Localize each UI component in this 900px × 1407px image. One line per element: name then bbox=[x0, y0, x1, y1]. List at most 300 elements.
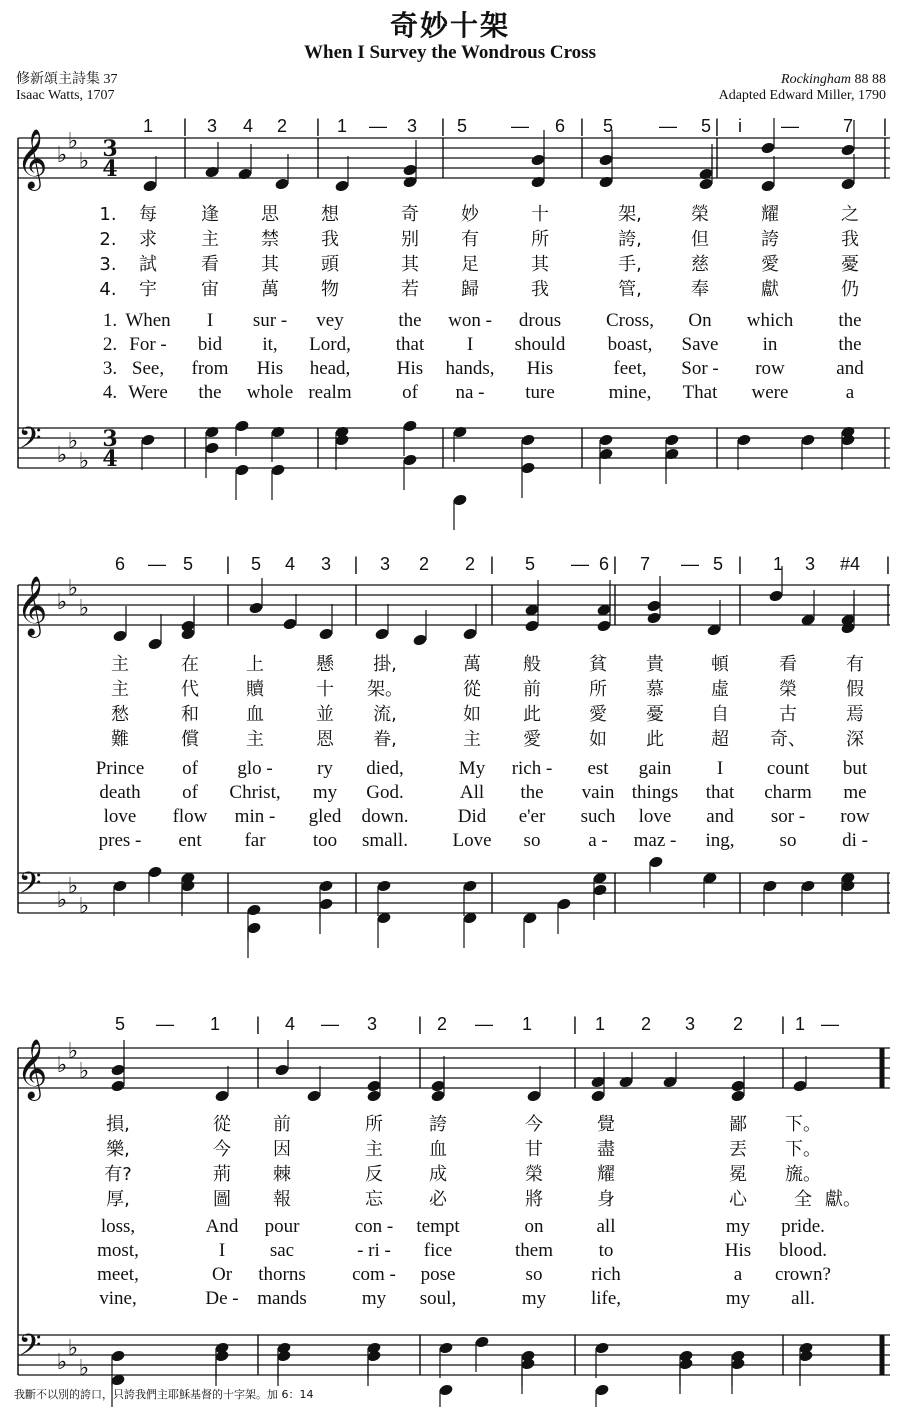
lyricist-credit: Isaac Watts, 1707 bbox=[16, 88, 115, 103]
jianpu-note: — bbox=[659, 116, 677, 136]
lyric-chinese: 主 bbox=[201, 229, 219, 250]
tune-name: Rockingham bbox=[781, 72, 851, 87]
jianpu-note: 7 bbox=[842, 116, 854, 136]
lyric-english: flow bbox=[172, 806, 208, 827]
bass-clef-icon: 𝄢 bbox=[18, 1329, 42, 1370]
lyric-chinese: 般 bbox=[523, 654, 541, 675]
jianpu-note: 3 bbox=[366, 1014, 378, 1034]
lyric-english: realm bbox=[308, 382, 352, 403]
lyric-chinese: 覺 bbox=[597, 1114, 615, 1135]
lyric-chinese: 愁 bbox=[111, 704, 129, 725]
lyric-english: meet, bbox=[97, 1264, 139, 1285]
lyric-chinese: 仍 bbox=[841, 279, 859, 300]
lyric-chinese: 其 bbox=[401, 254, 419, 275]
lyric-english: count bbox=[766, 758, 810, 779]
hymn-title-chinese: 奇妙十架 bbox=[389, 9, 510, 42]
lyric-english: a bbox=[845, 382, 855, 403]
jianpu-barline: | bbox=[737, 554, 743, 574]
lyric-english: And bbox=[205, 1216, 239, 1237]
composer-credit: Adapted Edward Miller, 1790 bbox=[718, 88, 886, 103]
jianpu-barline: | bbox=[579, 116, 585, 136]
lyric-english: ture bbox=[525, 382, 555, 403]
lyric-english: things bbox=[631, 782, 679, 803]
lyric-english: in bbox=[762, 334, 778, 355]
lyric-english: Save bbox=[681, 334, 719, 355]
jianpu-note: 5 bbox=[182, 554, 194, 574]
jianpu-note: 6 bbox=[598, 554, 610, 574]
lyric-chinese: 想 bbox=[321, 204, 339, 225]
lyric-chinese: 冕 bbox=[729, 1164, 747, 1185]
lyric-chinese: 深 bbox=[846, 729, 864, 750]
lyric-chinese: 十 bbox=[316, 679, 334, 700]
key-flat: ♭ bbox=[78, 449, 90, 474]
lyric-english: that bbox=[395, 334, 425, 355]
lyric-english: I bbox=[466, 334, 474, 355]
lyric-chinese: 下。 bbox=[785, 1114, 821, 1135]
lyric-chinese: 前 bbox=[273, 1114, 291, 1135]
lyric-english: a - bbox=[588, 830, 608, 851]
lyric-english: small. bbox=[362, 830, 408, 851]
lyric-english: won - bbox=[448, 310, 492, 331]
lyric-english: e'er bbox=[518, 806, 546, 827]
jianpu-barline: | bbox=[353, 554, 359, 574]
lyric-chinese: 妙 bbox=[461, 204, 479, 225]
lyric-chinese: 下。 bbox=[785, 1139, 821, 1160]
lyric-english: mands bbox=[257, 1288, 307, 1309]
lyric-chinese: 貧 bbox=[589, 654, 607, 675]
jianpu-note: 5 bbox=[456, 116, 468, 136]
lyric-chinese: 荊 bbox=[213, 1164, 231, 1185]
lyric-english: na - bbox=[455, 382, 485, 403]
jianpu-barline: | bbox=[780, 1014, 786, 1034]
jianpu-note: 2 bbox=[436, 1014, 448, 1034]
jianpu-note: 4 bbox=[284, 1014, 296, 1034]
jianpu-note: 1 bbox=[772, 554, 784, 574]
jianpu-note: 3 bbox=[684, 1014, 696, 1034]
lyric-chinese: 血 bbox=[429, 1139, 447, 1160]
lyric-chinese: 求 bbox=[139, 229, 157, 250]
lyric-english: should bbox=[514, 334, 566, 355]
jianpu-note: 7 bbox=[639, 554, 651, 574]
lyric-chinese: 主 bbox=[111, 654, 129, 675]
treble-clef-icon: 𝄞 bbox=[16, 576, 48, 636]
lyric-english: my bbox=[725, 1288, 751, 1309]
lyric-chinese: 我 bbox=[531, 279, 549, 300]
lyric-english: min - bbox=[234, 806, 276, 827]
lyric-chinese: 十 bbox=[531, 204, 549, 225]
lyric-english: from bbox=[191, 358, 229, 379]
lyric-english: fice bbox=[423, 1240, 453, 1261]
lyric-chinese: 管, bbox=[618, 279, 642, 300]
lyric-english: hands, bbox=[445, 358, 495, 379]
jianpu-barline: | bbox=[225, 554, 231, 574]
lyric-chinese: 獻 bbox=[761, 279, 779, 300]
lyric-chinese: 足 bbox=[461, 254, 479, 275]
lyric-english: See, bbox=[131, 358, 165, 379]
lyric-chinese: 心 bbox=[729, 1189, 747, 1210]
lyric-chinese: 所 bbox=[365, 1114, 383, 1135]
lyric-english: His bbox=[724, 1240, 752, 1261]
lyric-chinese: 誇 bbox=[429, 1114, 447, 1135]
lyric-english: When bbox=[125, 310, 171, 331]
lyric-chinese: 我 bbox=[321, 229, 339, 250]
lyric-chinese: 虛 bbox=[711, 679, 729, 700]
lyric-chinese: 有 bbox=[846, 654, 864, 675]
jianpu-note: 4 bbox=[242, 116, 254, 136]
lyric-chinese: 眷, bbox=[373, 729, 397, 750]
jianpu-note: 3 bbox=[206, 116, 218, 136]
jianpu-note: — bbox=[156, 1014, 174, 1034]
lyric-chinese: 萬 bbox=[463, 654, 481, 675]
lyric-chinese: 禁 bbox=[261, 229, 279, 250]
lyric-chinese: 恩 bbox=[316, 729, 334, 750]
lyric-english: ing, bbox=[705, 830, 735, 851]
jianpu-note: #4 bbox=[839, 554, 861, 574]
lyric-chinese: 在 bbox=[181, 654, 199, 675]
lyric-chinese: 慈 bbox=[691, 254, 709, 275]
lyric-chinese: 有 bbox=[461, 229, 479, 250]
jianpu-note: 5 bbox=[712, 554, 724, 574]
key-flat: ♭ bbox=[56, 443, 68, 468]
lyric-english: of bbox=[182, 782, 198, 803]
lyric-english: Did bbox=[457, 806, 487, 827]
jianpu-barline: | bbox=[612, 554, 618, 574]
time-signature: 4 bbox=[102, 446, 118, 472]
lyric-chinese: 有? bbox=[104, 1164, 132, 1185]
jianpu-note: — bbox=[681, 554, 699, 574]
jianpu-note: 6 bbox=[554, 116, 566, 136]
lyric-chinese: 所 bbox=[531, 229, 549, 250]
lyric-chinese: 耀 bbox=[761, 204, 779, 225]
lyric-english: ry bbox=[317, 758, 333, 779]
lyric-english: con - bbox=[354, 1216, 394, 1237]
lyric-english: head, bbox=[309, 358, 351, 379]
jianpu-barline: | bbox=[882, 116, 888, 136]
lyric-english: pose bbox=[420, 1264, 456, 1285]
lyric-english: vey bbox=[316, 310, 344, 331]
lyric-english: down. bbox=[361, 806, 409, 827]
verse-number: 3. bbox=[102, 358, 118, 379]
lyric-chinese: 頭 bbox=[321, 254, 339, 275]
treble-clef-icon: 𝄞 bbox=[16, 129, 48, 189]
lyric-english: sac bbox=[269, 1240, 295, 1261]
lyric-chinese: 獻。 bbox=[825, 1189, 861, 1210]
lyric-english: est bbox=[587, 758, 609, 779]
lyric-english: sur - bbox=[252, 310, 288, 331]
jianpu-note: — bbox=[321, 1014, 339, 1034]
lyric-english: gled bbox=[308, 806, 342, 827]
lyric-english: but bbox=[842, 758, 868, 779]
lyric-chinese: 血 bbox=[246, 704, 264, 725]
lyric-english: rich bbox=[591, 1264, 621, 1285]
lyric-chinese: 鄙 bbox=[729, 1114, 747, 1135]
verse-number: 3. bbox=[99, 254, 117, 275]
jianpu-note: 2 bbox=[464, 554, 476, 574]
lyric-english: row bbox=[755, 358, 785, 379]
lyric-english: of bbox=[402, 382, 418, 403]
lyric-chinese: 前 bbox=[523, 679, 541, 700]
jianpu-note: — bbox=[475, 1014, 493, 1034]
lyric-chinese: 厚, bbox=[106, 1189, 130, 1210]
lyric-english: it, bbox=[262, 334, 278, 355]
lyric-chinese: 架, bbox=[618, 204, 642, 225]
lyric-english: boast, bbox=[607, 334, 653, 355]
lyric-chinese: 成 bbox=[429, 1164, 447, 1185]
lyric-english: life, bbox=[590, 1288, 622, 1309]
lyric-chinese: 自 bbox=[711, 704, 729, 725]
jianpu-barline: | bbox=[714, 116, 720, 136]
lyric-chinese: 其 bbox=[531, 254, 549, 275]
lyric-english: so bbox=[525, 1264, 543, 1285]
lyric-chinese: 古 bbox=[779, 704, 797, 725]
lyric-english: Lord, bbox=[309, 334, 351, 355]
lyric-english: For - bbox=[129, 334, 167, 355]
treble-clef-icon: 𝄞 bbox=[16, 1039, 48, 1099]
lyric-english: far bbox=[244, 830, 266, 851]
lyric-chinese: 身 bbox=[597, 1189, 615, 1210]
bass-clef-icon: 𝄢 bbox=[18, 422, 42, 463]
lyric-english: My bbox=[458, 758, 486, 779]
lyric-english: com - bbox=[352, 1264, 396, 1285]
lyric-chinese: 流, bbox=[373, 704, 397, 725]
lyric-chinese: 圖 bbox=[213, 1189, 231, 1210]
lyric-chinese: 我 bbox=[841, 229, 859, 250]
jianpu-barline: | bbox=[572, 1014, 578, 1034]
lyric-chinese: 别 bbox=[401, 229, 419, 250]
lyric-chinese: 超 bbox=[711, 729, 729, 750]
lyric-english: row bbox=[840, 806, 870, 827]
jianpu-note: 3 bbox=[320, 554, 332, 574]
jianpu-note: 2 bbox=[418, 554, 430, 574]
lyric-english: too bbox=[312, 830, 338, 851]
lyric-chinese: 萬 bbox=[261, 279, 279, 300]
lyric-english: drous bbox=[518, 310, 562, 331]
lyric-english: all. bbox=[791, 1288, 815, 1309]
jianpu-note: 2 bbox=[732, 1014, 744, 1034]
lyric-chinese: 必 bbox=[429, 1189, 447, 1210]
lyric-english: gain bbox=[638, 758, 672, 779]
jianpu-note: 5 bbox=[602, 116, 614, 136]
lyric-chinese: 榮 bbox=[525, 1164, 543, 1185]
lyric-english: the bbox=[838, 334, 862, 355]
jianpu-barline: | bbox=[255, 1014, 261, 1034]
lyric-chinese: 損, bbox=[106, 1114, 130, 1135]
lyric-english: Sor - bbox=[681, 358, 719, 379]
lyric-chinese: 愛 bbox=[523, 729, 541, 750]
lyric-chinese: 如 bbox=[589, 729, 607, 750]
lyric-chinese: 主 bbox=[365, 1139, 383, 1160]
lyric-english: Cross, bbox=[605, 310, 655, 331]
jianpu-note: 5 bbox=[250, 554, 262, 574]
verse-number: 1. bbox=[99, 204, 117, 225]
lyric-english: feet, bbox=[613, 358, 647, 379]
lyric-chinese: 從 bbox=[213, 1114, 231, 1135]
key-flat: ♭ bbox=[56, 1350, 68, 1375]
lyric-english: Christ, bbox=[229, 782, 281, 803]
lyric-chinese: 此 bbox=[646, 729, 664, 750]
lyric-english: died, bbox=[366, 758, 404, 779]
lyric-chinese: 宙 bbox=[201, 279, 219, 300]
lyric-chinese: 難 bbox=[111, 729, 129, 750]
lyric-chinese: 看 bbox=[779, 654, 797, 675]
lyric-chinese: 反 bbox=[365, 1164, 383, 1185]
key-flat: ♭ bbox=[67, 874, 79, 899]
lyric-english: blood. bbox=[778, 1240, 828, 1261]
key-flat: ♭ bbox=[78, 596, 90, 621]
jianpu-note: 6 bbox=[114, 554, 126, 574]
lyric-chinese: 憂 bbox=[841, 254, 859, 275]
jianpu-barline: | bbox=[182, 116, 188, 136]
key-flat: ♭ bbox=[56, 888, 68, 913]
lyric-chinese: 憂 bbox=[646, 704, 664, 725]
lyric-english: Prince bbox=[95, 758, 145, 779]
lyric-chinese: 從 bbox=[463, 679, 481, 700]
lyric-english: sor - bbox=[770, 806, 806, 827]
jianpu-note: — bbox=[369, 116, 387, 136]
lyric-chinese: 掛, bbox=[373, 654, 397, 675]
hymnal-reference: 修新頌主詩集 37 bbox=[16, 72, 118, 87]
hymn-meter: 88 88 bbox=[854, 72, 886, 87]
lyric-english: soul, bbox=[419, 1288, 457, 1309]
jianpu-note: 1 bbox=[521, 1014, 533, 1034]
verse-number: 2. bbox=[99, 229, 117, 250]
lyric-chinese: 頓 bbox=[711, 654, 729, 675]
lyric-english: ent bbox=[178, 830, 202, 851]
lyric-chinese: 耀 bbox=[597, 1164, 615, 1185]
lyric-english: crown? bbox=[775, 1264, 831, 1285]
lyric-chinese: 手, bbox=[618, 254, 642, 275]
key-flat: ♭ bbox=[56, 1053, 68, 1078]
lyric-chinese: 奉 bbox=[691, 279, 709, 300]
lyric-english: my bbox=[312, 782, 338, 803]
lyric-english: me bbox=[843, 782, 867, 803]
jianpu-note: 1 bbox=[142, 116, 154, 136]
lyric-chinese: 並 bbox=[316, 704, 334, 725]
lyric-english: vain bbox=[581, 782, 615, 803]
lyric-english: tempt bbox=[416, 1216, 460, 1237]
lyric-chinese: 懸 bbox=[316, 654, 334, 675]
lyric-chinese: 愛 bbox=[761, 254, 779, 275]
lyric-chinese: 將 bbox=[525, 1189, 543, 1210]
lyric-english: of bbox=[182, 758, 198, 779]
lyric-chinese: 愛 bbox=[589, 704, 607, 725]
verse-number: 1. bbox=[102, 310, 118, 331]
lyric-english: the bbox=[398, 310, 422, 331]
lyric-english: and bbox=[836, 358, 864, 379]
lyric-english: I bbox=[716, 758, 724, 779]
lyric-chinese: 歸 bbox=[461, 279, 479, 300]
jianpu-note: — bbox=[511, 116, 529, 136]
key-flat: ♭ bbox=[78, 1356, 90, 1381]
hymn-title-english: When I Survey the Wondrous Cross bbox=[304, 42, 596, 63]
lyric-chinese: 思 bbox=[261, 204, 279, 225]
lyric-chinese: 今 bbox=[213, 1139, 231, 1160]
jianpu-barline: | bbox=[489, 554, 495, 574]
lyric-chinese: 每 bbox=[139, 204, 157, 225]
lyric-english: On bbox=[688, 310, 712, 331]
lyric-english: them bbox=[515, 1240, 553, 1261]
jianpu-note: 5 bbox=[524, 554, 536, 574]
lyric-english: pride. bbox=[781, 1216, 825, 1237]
jianpu-barline: | bbox=[885, 554, 891, 574]
lyric-chinese: 盡 bbox=[597, 1139, 615, 1160]
jianpu-note: — bbox=[148, 554, 166, 574]
key-flat: ♭ bbox=[78, 149, 90, 174]
lyric-english: whole bbox=[246, 382, 294, 403]
lyric-english: God. bbox=[366, 782, 404, 803]
lyric-english: di - bbox=[842, 830, 868, 851]
lyric-english: on bbox=[524, 1216, 544, 1237]
lyric-english: pour bbox=[264, 1216, 300, 1237]
lyric-chinese: 逢 bbox=[201, 204, 219, 225]
jianpu-note: i bbox=[738, 116, 742, 136]
lyric-chinese: 宇 bbox=[139, 279, 157, 300]
lyric-english: thorns bbox=[258, 1264, 306, 1285]
lyric-english: and bbox=[706, 806, 734, 827]
scripture-footer: 我斷不以別的誇口，只誇我們主耶穌基督的十字架。加 6：14 bbox=[14, 1388, 314, 1401]
key-flat: ♭ bbox=[67, 1039, 79, 1064]
lyric-chinese: 丟 bbox=[729, 1139, 747, 1160]
lyric-chinese: 上 bbox=[246, 654, 264, 675]
lyric-english: pres - bbox=[98, 830, 142, 851]
lyric-english: love bbox=[103, 806, 137, 827]
lyric-english: That bbox=[682, 382, 718, 403]
jianpu-note: — bbox=[571, 554, 589, 574]
lyric-chinese: 之 bbox=[841, 204, 859, 225]
lyric-chinese: 此 bbox=[523, 704, 541, 725]
lyric-chinese: 看 bbox=[201, 254, 219, 275]
lyric-english: such bbox=[580, 806, 616, 827]
jianpu-note: 1 bbox=[336, 116, 348, 136]
lyric-english: mine, bbox=[608, 382, 652, 403]
lyric-chinese: 主 bbox=[463, 729, 481, 750]
key-flat: ♭ bbox=[67, 1336, 79, 1361]
jianpu-note: 4 bbox=[284, 554, 296, 574]
lyric-english: vine, bbox=[99, 1288, 137, 1309]
lyric-chinese: 主 bbox=[246, 729, 264, 750]
lyric-english: that bbox=[705, 782, 735, 803]
lyric-chinese: 全 bbox=[794, 1189, 812, 1210]
lyric-english: I bbox=[206, 310, 214, 331]
lyric-chinese: 奇、 bbox=[770, 729, 806, 750]
jianpu-note: 5 bbox=[700, 116, 712, 136]
lyric-chinese: 若 bbox=[401, 279, 419, 300]
key-flat: ♭ bbox=[78, 1059, 90, 1084]
jianpu-note: 1 bbox=[794, 1014, 806, 1034]
lyric-chinese: 樂, bbox=[106, 1139, 130, 1160]
lyric-english: a bbox=[733, 1264, 743, 1285]
lyric-english: the bbox=[198, 382, 222, 403]
lyric-english: my bbox=[725, 1216, 751, 1237]
lyric-english: love bbox=[638, 806, 672, 827]
lyric-chinese: 忘 bbox=[365, 1189, 383, 1210]
lyric-english: - ri - bbox=[357, 1240, 391, 1261]
lyric-english: all bbox=[596, 1216, 616, 1237]
lyric-english: death bbox=[99, 782, 141, 803]
lyric-chinese: 甘 bbox=[525, 1139, 543, 1160]
jianpu-note: — bbox=[821, 1014, 839, 1034]
bass-clef-icon: 𝄢 bbox=[18, 867, 42, 908]
lyric-english: loss, bbox=[100, 1216, 136, 1237]
lyric-chinese: 贖 bbox=[246, 679, 264, 700]
key-flat: ♭ bbox=[78, 894, 90, 919]
lyric-chinese: 報 bbox=[273, 1189, 291, 1210]
time-signature: 3 bbox=[102, 136, 118, 162]
jianpu-note: 3 bbox=[406, 116, 418, 136]
lyric-english: most, bbox=[97, 1240, 139, 1261]
lyric-chinese: 今 bbox=[525, 1114, 543, 1135]
verse-number: 2. bbox=[102, 334, 118, 355]
